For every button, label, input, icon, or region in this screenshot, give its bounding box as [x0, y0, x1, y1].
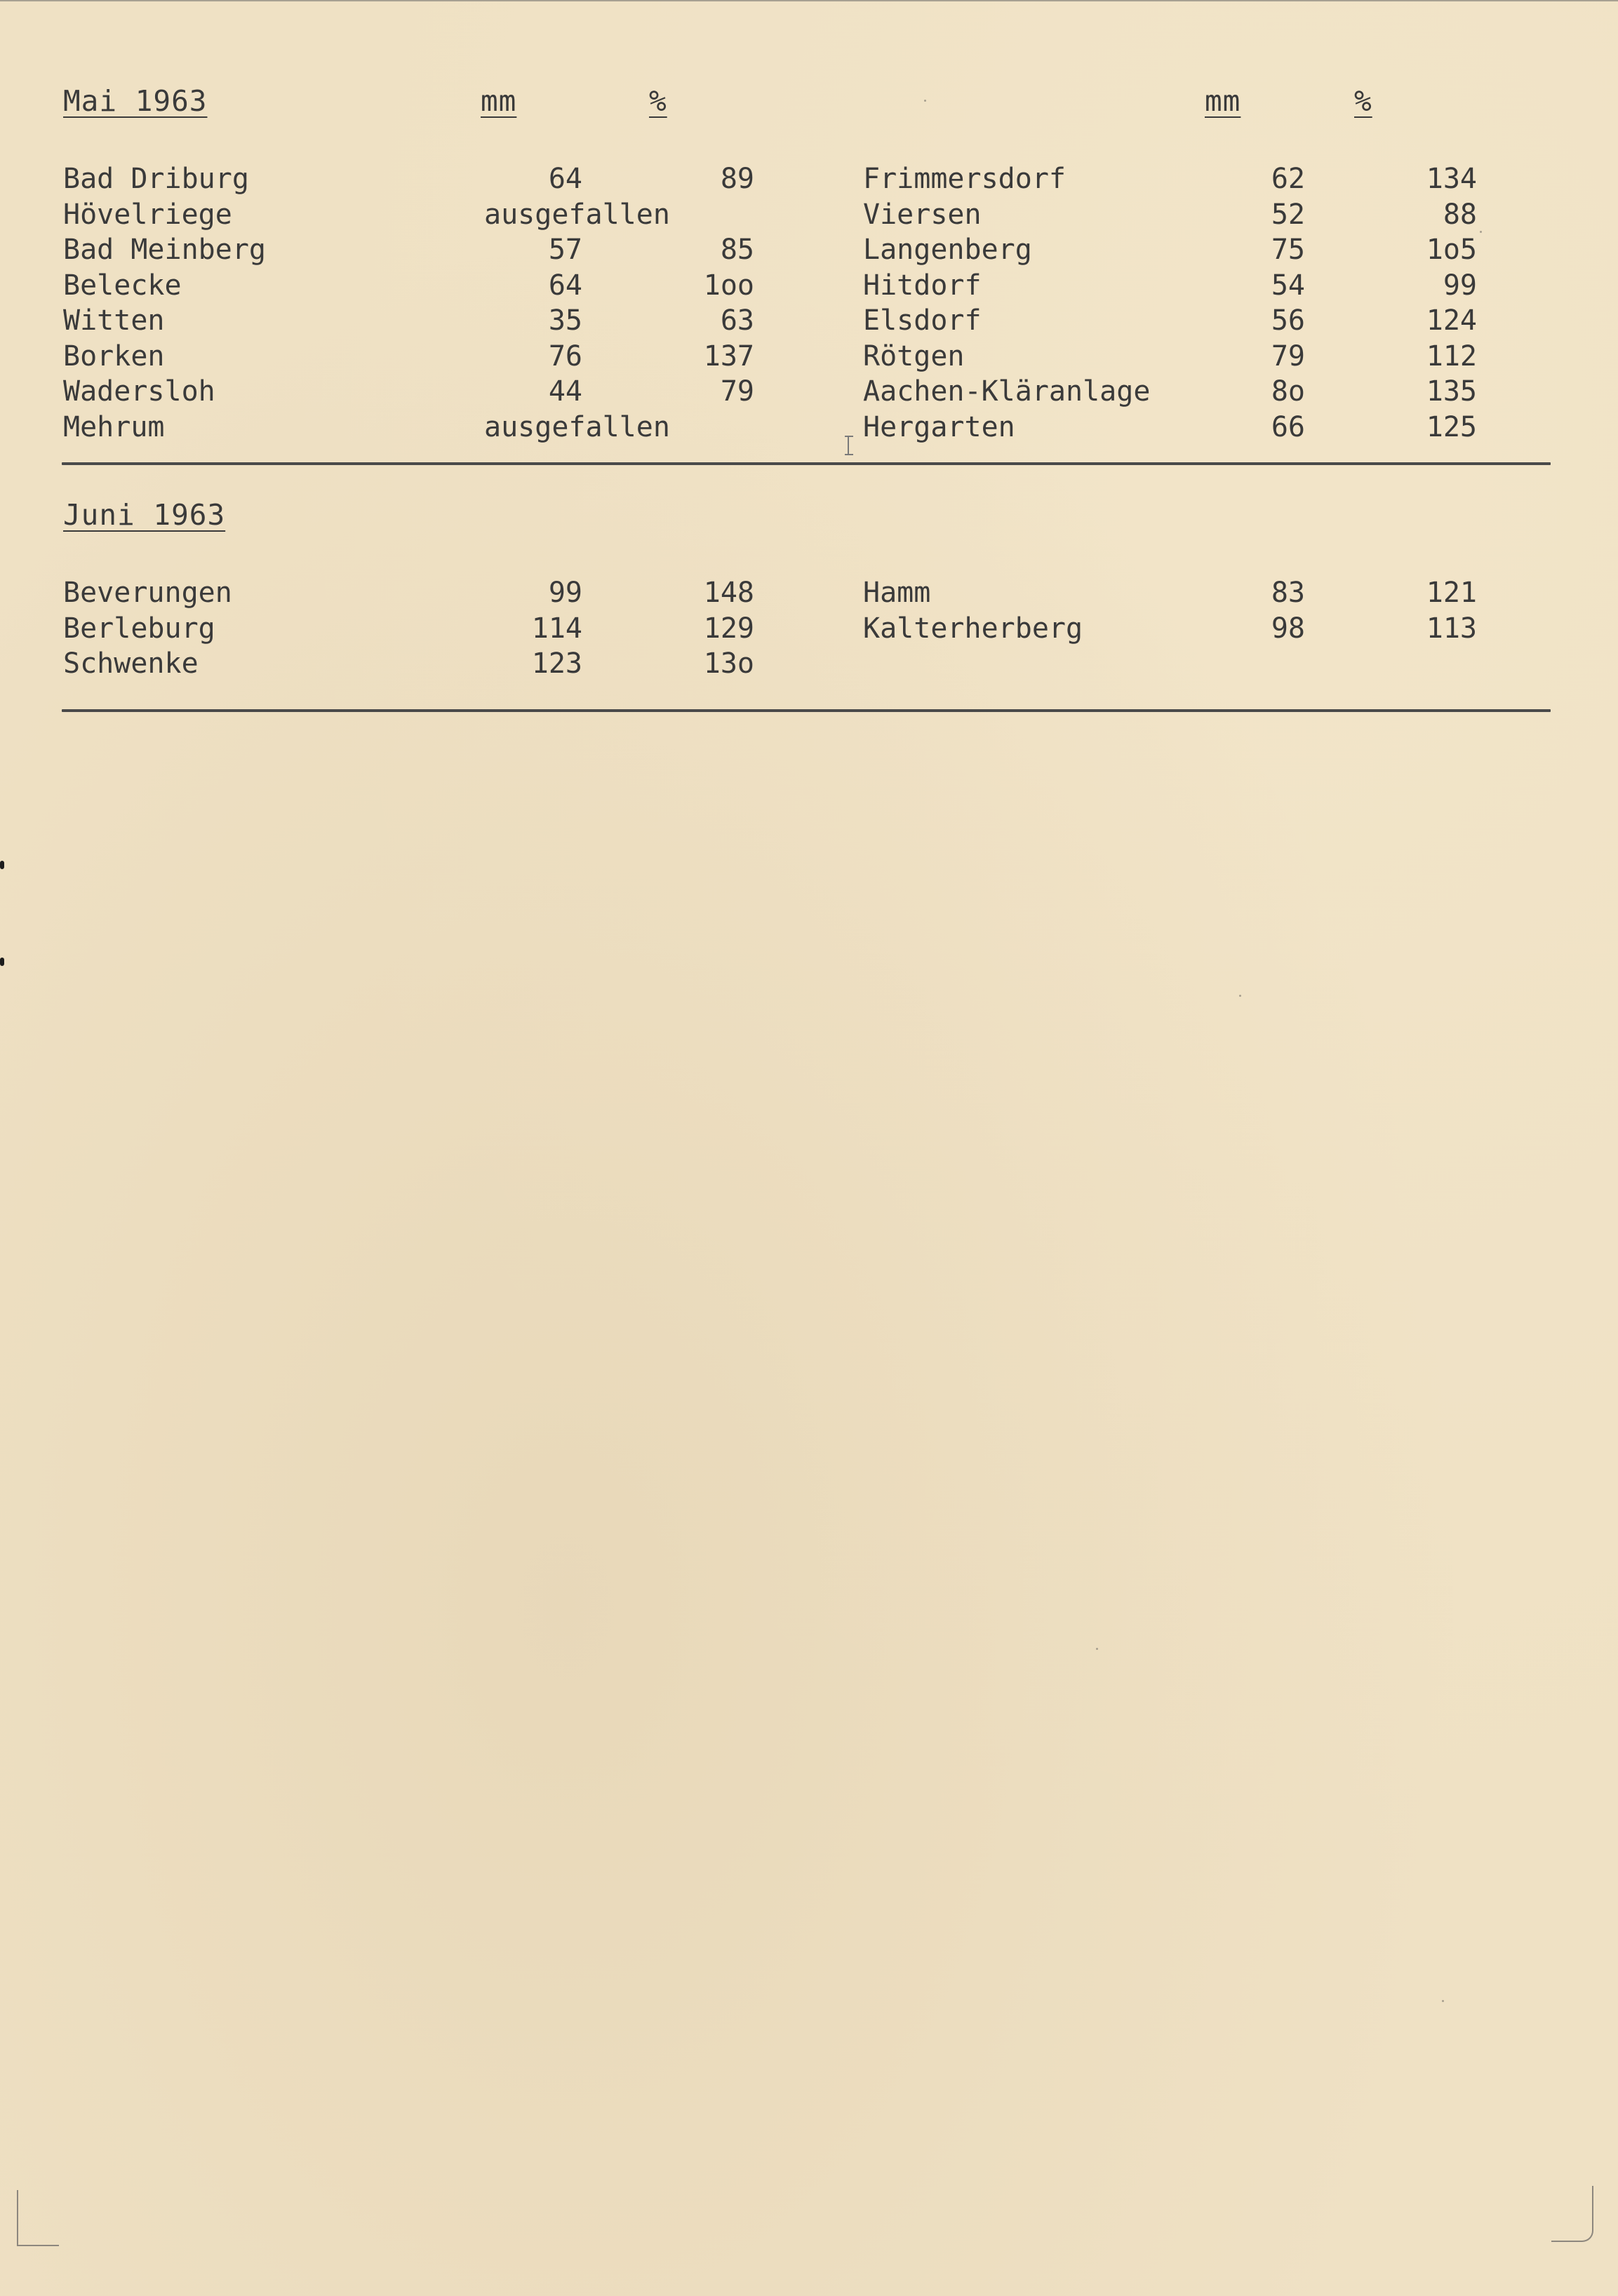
bottom-left-corner-mark: [17, 2190, 59, 2246]
june-1963-header-row: [63, 498, 1551, 547]
rain-percent-left: 148: [703, 577, 754, 609]
rain-mm-left: 114: [531, 612, 582, 645]
may-1963-header-row: [63, 84, 1551, 133]
station-name-left: Bad Meinberg: [63, 234, 266, 266]
rain-percent-left: 63: [720, 304, 754, 337]
table-row: [63, 303, 1551, 339]
typewriter-cursor-mark: [848, 436, 856, 455]
rain-percent-right: 124: [1426, 304, 1477, 337]
rain-percent-right: 121: [1426, 577, 1477, 609]
table-row: [63, 232, 1551, 268]
may-1963-rows: [63, 161, 1551, 445]
table-row: [63, 611, 1551, 647]
station-name-right: Viersen: [863, 198, 982, 231]
station-name-right: Hergarten: [863, 410, 1015, 443]
paper-speck: [924, 100, 926, 102]
rain-mm-right: 83: [1271, 577, 1305, 609]
station-name-left: Belecke: [63, 269, 182, 302]
rain-mm-right: 56: [1271, 304, 1305, 337]
left-margin-dot: [0, 958, 4, 966]
may-month-title: Mai 1963: [63, 84, 208, 118]
rain-percent-right: 125: [1426, 410, 1477, 443]
rain-mm-right: 98: [1271, 612, 1305, 645]
rain-percent-left: 13o: [703, 647, 754, 680]
rain-mm-right: 66: [1271, 410, 1305, 443]
missing-reading-left: ausgefallen: [484, 410, 670, 443]
table-row: [63, 646, 1551, 682]
may-right-mm-header: mm: [1205, 84, 1241, 118]
rain-percent-right: 112: [1426, 340, 1477, 372]
rain-percent-left: 1oo: [703, 269, 754, 302]
rain-mm-right: 79: [1271, 340, 1305, 372]
rain-percent-left: 129: [703, 612, 754, 645]
station-name-left: Mehrum: [63, 410, 165, 443]
table-row: [63, 410, 1551, 445]
rain-mm-left: 35: [548, 304, 582, 337]
station-name-left: Schwenke: [63, 647, 199, 680]
rain-percent-right: 1o5: [1426, 234, 1477, 266]
rain-mm-right: 54: [1271, 269, 1305, 302]
rain-mm-left: 123: [531, 647, 582, 680]
station-name-right: Elsdorf: [863, 304, 982, 337]
station-name-left: Borken: [63, 340, 165, 372]
table-row: [63, 268, 1551, 304]
rain-mm-right: 62: [1271, 163, 1305, 195]
station-name-right: Frimmersdorf: [863, 163, 1066, 195]
missing-reading-left: ausgefallen: [484, 198, 670, 231]
may-left-percent-header: %: [649, 84, 667, 118]
paper-speck: [1096, 1648, 1098, 1650]
table-row: [63, 339, 1551, 375]
rain-mm-left: 64: [548, 269, 582, 302]
rain-percent-right: 134: [1426, 163, 1477, 195]
bottom-right-corner-mark: [1551, 2186, 1593, 2242]
station-name-right: Langenberg: [863, 234, 1032, 266]
paper-speck: [1480, 231, 1482, 233]
station-name-left: Beverungen: [63, 577, 232, 609]
station-name-left: Wadersloh: [63, 375, 215, 408]
station-name-left: Bad Driburg: [63, 163, 249, 195]
station-name-left: Berleburg: [63, 612, 215, 645]
table-row: [63, 575, 1551, 611]
paper-speck: [1239, 995, 1241, 997]
table-row: [63, 197, 1551, 233]
may-1963-section: [63, 84, 1551, 445]
june-section-divider: [62, 709, 1551, 712]
rain-mm-right: 75: [1271, 234, 1305, 266]
paper-speck: [1442, 2000, 1444, 2002]
rain-mm-left: 57: [548, 234, 582, 266]
rain-percent-right: 113: [1426, 612, 1477, 645]
may-section-divider: [62, 462, 1551, 465]
station-name-right: Hitdorf: [863, 269, 982, 302]
june-1963-section: [63, 498, 1551, 682]
table-row: [63, 161, 1551, 197]
rain-percent-right: 135: [1426, 375, 1477, 408]
station-name-right: Rötgen: [863, 340, 965, 372]
may-left-mm-header: mm: [481, 84, 517, 118]
june-month-title: Juni 1963: [63, 498, 226, 532]
top-edge-line: [0, 0, 1618, 1]
station-name-right: Aachen-Kläranlage: [863, 375, 1151, 408]
rain-mm-left: 76: [548, 340, 582, 372]
station-name-right: Kalterherberg: [863, 612, 1083, 645]
rain-percent-left: 89: [720, 163, 754, 195]
rain-percent-right: 88: [1443, 198, 1477, 231]
rain-mm-right: 8o: [1271, 375, 1305, 408]
rain-mm-left: 44: [548, 375, 582, 408]
left-margin-dot: [0, 861, 4, 869]
rain-mm-right: 52: [1271, 198, 1305, 231]
station-name-left: Witten: [63, 304, 165, 337]
rain-mm-left: 64: [548, 163, 582, 195]
rain-mm-left: 99: [548, 577, 582, 609]
may-right-percent-header: %: [1354, 84, 1372, 118]
rain-percent-left: 137: [703, 340, 754, 372]
rain-percent-left: 79: [720, 375, 754, 408]
rain-percent-right: 99: [1443, 269, 1477, 302]
station-name-right: Hamm: [863, 577, 931, 609]
rain-percent-left: 85: [720, 234, 754, 266]
station-name-left: Hövelriege: [63, 198, 232, 231]
june-1963-rows: [63, 575, 1551, 682]
table-row: [63, 374, 1551, 410]
